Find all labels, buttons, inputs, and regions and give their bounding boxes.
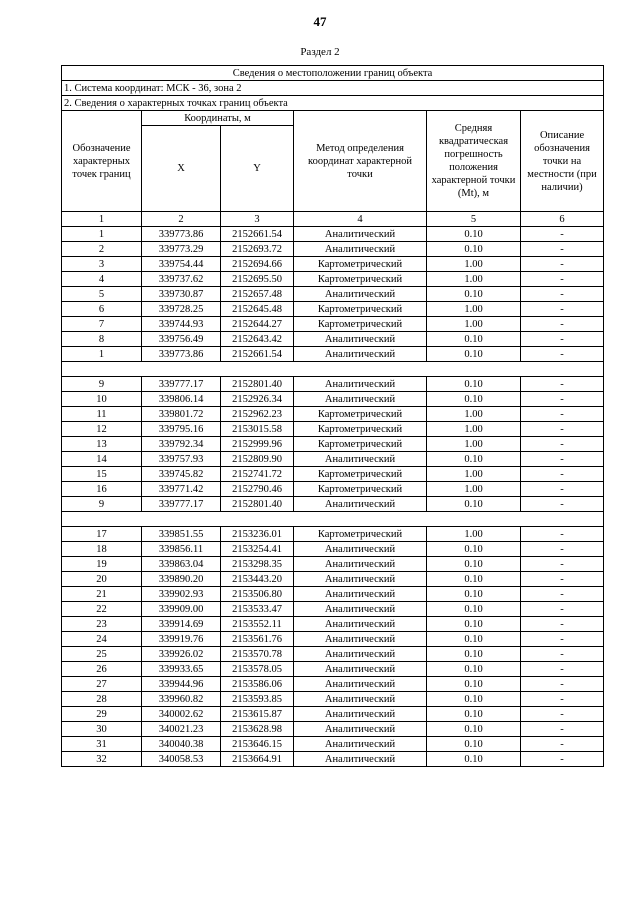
cell-x: 339773.86 — [142, 227, 221, 242]
cell-y: 2152695.50 — [221, 272, 294, 287]
cell-x: 339745.82 — [142, 467, 221, 482]
cell-point: 8 — [62, 332, 142, 347]
table-row — [62, 737, 604, 752]
cell-point: 1 — [62, 347, 142, 362]
cell-y: 2153533.47 — [221, 602, 294, 617]
table-row — [62, 437, 604, 452]
cell-accuracy: 0.10 — [427, 632, 521, 647]
table-row — [62, 317, 604, 332]
cell-description: - — [521, 287, 604, 302]
cell-accuracy: 0.10 — [427, 242, 521, 257]
cell-description: - — [521, 257, 604, 272]
cell-x: 339730.87 — [142, 287, 221, 302]
cell-method: Аналитический — [294, 752, 427, 767]
cell-x: 339777.17 — [142, 497, 221, 512]
cell-accuracy: 0.10 — [427, 587, 521, 602]
cell-x: 339737.62 — [142, 272, 221, 287]
cell-accuracy: 0.10 — [427, 227, 521, 242]
cell-accuracy: 0.10 — [427, 287, 521, 302]
cell-y: 2153593.85 — [221, 692, 294, 707]
cell-y: 2153254.41 — [221, 542, 294, 557]
cell-method: Аналитический — [294, 707, 427, 722]
cell-y: 2153570.78 — [221, 647, 294, 662]
cell-accuracy: 0.10 — [427, 722, 521, 737]
cell-point: 2 — [62, 242, 142, 257]
cell-point: 12 — [62, 422, 142, 437]
cell-y: 2152926.34 — [221, 392, 294, 407]
cell-point: 13 — [62, 437, 142, 452]
cell-x: 339744.93 — [142, 317, 221, 332]
cell-x: 339728.25 — [142, 302, 221, 317]
cell-point: 29 — [62, 707, 142, 722]
table-row — [62, 722, 604, 737]
cell-x: 340040.38 — [142, 737, 221, 752]
cell-method: Аналитический — [294, 347, 427, 362]
cell-accuracy: 1.00 — [427, 257, 521, 272]
cell-description: - — [521, 722, 604, 737]
table-row — [62, 332, 604, 347]
cell-y: 2152694.66 — [221, 257, 294, 272]
cell-point: 7 — [62, 317, 142, 332]
cell-description: - — [521, 407, 604, 422]
table-row — [62, 482, 604, 497]
cell-method: Аналитический — [294, 542, 427, 557]
cell-description: - — [521, 497, 604, 512]
cell-point: 9 — [62, 497, 142, 512]
cell-point: 9 — [62, 377, 142, 392]
section-title: Раздел 2 — [300, 46, 340, 58]
table-row — [62, 257, 604, 272]
table-row — [62, 542, 604, 557]
cell-accuracy: 1.00 — [427, 437, 521, 452]
cell-y: 2153506.80 — [221, 587, 294, 602]
cell-x: 339890.20 — [142, 572, 221, 587]
cell-accuracy: 0.10 — [427, 332, 521, 347]
cell-method: Картометрический — [294, 407, 427, 422]
column-number: 3 — [221, 212, 294, 227]
table-row — [62, 692, 604, 707]
cell-point: 18 — [62, 542, 142, 557]
cell-accuracy: 0.10 — [427, 557, 521, 572]
cell-description: - — [521, 557, 604, 572]
cell-x: 339806.14 — [142, 392, 221, 407]
cell-y: 2153664.91 — [221, 752, 294, 767]
cell-y: 2152801.40 — [221, 377, 294, 392]
cell-point: 21 — [62, 587, 142, 602]
header-y: Y — [221, 126, 294, 212]
cell-method: Аналитический — [294, 377, 427, 392]
column-number-row — [62, 212, 604, 227]
table-row — [62, 302, 604, 317]
cell-accuracy: 0.10 — [427, 647, 521, 662]
cell-accuracy: 0.10 — [427, 497, 521, 512]
table-row — [62, 407, 604, 422]
cell-point: 22 — [62, 602, 142, 617]
cell-y: 2153578.05 — [221, 662, 294, 677]
table-row — [62, 392, 604, 407]
cell-method: Аналитический — [294, 617, 427, 632]
table-row — [62, 227, 604, 242]
cell-description: - — [521, 572, 604, 587]
cell-method: Аналитический — [294, 737, 427, 752]
cell-x: 339801.72 — [142, 407, 221, 422]
cell-y: 2153443.20 — [221, 572, 294, 587]
cell-y: 2152657.48 — [221, 287, 294, 302]
cell-accuracy: 1.00 — [427, 272, 521, 287]
cell-point: 5 — [62, 287, 142, 302]
cell-x: 339756.49 — [142, 332, 221, 347]
cell-accuracy: 0.10 — [427, 602, 521, 617]
cell-method: Аналитический — [294, 227, 427, 242]
cell-method: Картометрический — [294, 467, 427, 482]
cell-accuracy: 0.10 — [427, 692, 521, 707]
cell-y: 2153646.15 — [221, 737, 294, 752]
cell-x: 340002.62 — [142, 707, 221, 722]
cell-description: - — [521, 677, 604, 692]
cell-description: - — [521, 737, 604, 752]
cell-accuracy: 0.10 — [427, 707, 521, 722]
table-row — [62, 242, 604, 257]
cell-description: - — [521, 662, 604, 677]
cell-point: 6 — [62, 302, 142, 317]
cell-description: - — [521, 227, 604, 242]
table-title: Сведения о местоположении границ объекта — [62, 66, 604, 81]
cell-description: - — [521, 452, 604, 467]
cell-description: - — [521, 647, 604, 662]
cell-y: 2153561.76 — [221, 632, 294, 647]
table-row — [62, 557, 604, 572]
cell-x: 339914.69 — [142, 617, 221, 632]
table-row — [62, 617, 604, 632]
cell-x: 339902.93 — [142, 587, 221, 602]
cell-point: 23 — [62, 617, 142, 632]
cell-description: - — [521, 347, 604, 362]
cell-point: 19 — [62, 557, 142, 572]
cell-method: Картометрический — [294, 437, 427, 452]
cell-point: 14 — [62, 452, 142, 467]
cell-method: Аналитический — [294, 572, 427, 587]
cell-accuracy: 0.10 — [427, 752, 521, 767]
table-row — [62, 287, 604, 302]
cell-method: Аналитический — [294, 647, 427, 662]
cell-accuracy: 0.10 — [427, 347, 521, 362]
cell-y: 2152645.48 — [221, 302, 294, 317]
cell-x: 339795.16 — [142, 422, 221, 437]
cell-point: 26 — [62, 662, 142, 677]
table-row — [62, 452, 604, 467]
cell-method: Аналитический — [294, 392, 427, 407]
column-number: 4 — [294, 212, 427, 227]
cell-point: 3 — [62, 257, 142, 272]
cell-accuracy: 0.10 — [427, 662, 521, 677]
cell-point: 31 — [62, 737, 142, 752]
cell-y: 2153628.98 — [221, 722, 294, 737]
cell-y: 2152790.46 — [221, 482, 294, 497]
cell-accuracy: 0.10 — [427, 677, 521, 692]
cell-point: 24 — [62, 632, 142, 647]
cell-description: - — [521, 587, 604, 602]
coordinate-system: 1. Система координат: МСК - 36, зона 2 — [62, 81, 604, 96]
cell-y: 2152644.27 — [221, 317, 294, 332]
cell-method: Картометрический — [294, 272, 427, 287]
group-separator-row — [62, 362, 604, 377]
cell-method: Аналитический — [294, 722, 427, 737]
column-number: 2 — [142, 212, 221, 227]
separator-cell — [62, 512, 604, 527]
separator-cell — [62, 362, 604, 377]
cell-y: 2152661.54 — [221, 227, 294, 242]
cell-y: 2152801.40 — [221, 497, 294, 512]
cell-accuracy: 1.00 — [427, 482, 521, 497]
cell-description: - — [521, 482, 604, 497]
cell-description: - — [521, 392, 604, 407]
cell-x: 339909.00 — [142, 602, 221, 617]
cell-description: - — [521, 602, 604, 617]
cell-x: 340021.23 — [142, 722, 221, 737]
group-separator-row — [62, 512, 604, 527]
cell-method: Аналитический — [294, 557, 427, 572]
cell-x: 339792.34 — [142, 437, 221, 452]
cell-accuracy: 1.00 — [427, 422, 521, 437]
cell-description: - — [521, 332, 604, 347]
cell-description: - — [521, 242, 604, 257]
cell-accuracy: 0.10 — [427, 377, 521, 392]
cell-y: 2153236.01 — [221, 527, 294, 542]
table-row — [62, 497, 604, 512]
cell-x: 339926.02 — [142, 647, 221, 662]
cell-point: 30 — [62, 722, 142, 737]
header-coordinates: Координаты, м — [142, 111, 294, 126]
cell-method: Аналитический — [294, 587, 427, 602]
table-row — [62, 347, 604, 362]
cell-x: 339863.04 — [142, 557, 221, 572]
cell-point: 25 — [62, 647, 142, 662]
cell-accuracy: 0.10 — [427, 452, 521, 467]
cell-y: 2152661.54 — [221, 347, 294, 362]
cell-point: 20 — [62, 572, 142, 587]
cell-accuracy: 0.10 — [427, 392, 521, 407]
cell-x: 339960.82 — [142, 692, 221, 707]
cell-y: 2152741.72 — [221, 467, 294, 482]
cell-y: 2153615.87 — [221, 707, 294, 722]
cell-point: 1 — [62, 227, 142, 242]
cell-x: 339754.44 — [142, 257, 221, 272]
cell-point: 17 — [62, 527, 142, 542]
boundary-points-table — [61, 65, 604, 767]
cell-method: Картометрический — [294, 422, 427, 437]
cell-description: - — [521, 632, 604, 647]
cell-method: Картометрический — [294, 482, 427, 497]
cell-method: Аналитический — [294, 287, 427, 302]
cell-point: 10 — [62, 392, 142, 407]
column-number: 5 — [427, 212, 521, 227]
header-description: Описание обозначения точки на местности (при наличии) — [521, 111, 604, 212]
cell-method: Картометрический — [294, 527, 427, 542]
table-row — [62, 272, 604, 287]
header-point-label: Обозначение характерных точек границ — [62, 111, 142, 212]
cell-method: Картометрический — [294, 302, 427, 317]
cell-description: - — [521, 377, 604, 392]
table-row — [62, 587, 604, 602]
column-number: 6 — [521, 212, 604, 227]
cell-x: 339851.55 — [142, 527, 221, 542]
cell-y: 2153586.06 — [221, 677, 294, 692]
cell-y: 2152962.23 — [221, 407, 294, 422]
page-number: 47 — [313, 14, 327, 29]
cell-point: 27 — [62, 677, 142, 692]
table-row — [62, 752, 604, 767]
cell-method: Аналитический — [294, 452, 427, 467]
header-method: Метод определения координат характерной точки — [294, 111, 427, 212]
cell-method: Аналитический — [294, 677, 427, 692]
cell-accuracy: 1.00 — [427, 317, 521, 332]
cell-method: Аналитический — [294, 242, 427, 257]
table-row — [62, 572, 604, 587]
cell-x: 339771.42 — [142, 482, 221, 497]
cell-accuracy: 0.10 — [427, 737, 521, 752]
cell-x: 339773.86 — [142, 347, 221, 362]
cell-description: - — [521, 527, 604, 542]
cell-method: Аналитический — [294, 632, 427, 647]
table-row — [62, 467, 604, 482]
cell-point: 15 — [62, 467, 142, 482]
cell-y: 2152693.72 — [221, 242, 294, 257]
cell-y: 2153015.58 — [221, 422, 294, 437]
cell-accuracy: 0.10 — [427, 617, 521, 632]
cell-accuracy: 1.00 — [427, 527, 521, 542]
cell-accuracy: 1.00 — [427, 407, 521, 422]
cell-description: - — [521, 692, 604, 707]
cell-point: 16 — [62, 482, 142, 497]
column-number: 1 — [62, 212, 142, 227]
table-row — [62, 422, 604, 437]
cell-description: - — [521, 542, 604, 557]
table-row — [62, 632, 604, 647]
cell-x: 339944.96 — [142, 677, 221, 692]
table-row — [62, 662, 604, 677]
cell-description: - — [521, 422, 604, 437]
cell-description: - — [521, 617, 604, 632]
cell-method: Аналитический — [294, 692, 427, 707]
cell-x: 339757.93 — [142, 452, 221, 467]
cell-accuracy: 1.00 — [427, 302, 521, 317]
cell-x: 339773.29 — [142, 242, 221, 257]
cell-y: 2152809.90 — [221, 452, 294, 467]
cell-method: Аналитический — [294, 332, 427, 347]
cell-point: 32 — [62, 752, 142, 767]
cell-method: Аналитический — [294, 497, 427, 512]
cell-description: - — [521, 467, 604, 482]
cell-method: Аналитический — [294, 662, 427, 677]
cell-point: 28 — [62, 692, 142, 707]
cell-y: 2152643.42 — [221, 332, 294, 347]
table-row — [62, 602, 604, 617]
table-row — [62, 707, 604, 722]
cell-point: 4 — [62, 272, 142, 287]
cell-description: - — [521, 302, 604, 317]
cell-point: 11 — [62, 407, 142, 422]
cell-description: - — [521, 317, 604, 332]
points-heading: 2. Сведения о характерных точках границ объекта — [62, 96, 604, 111]
cell-y: 2153298.35 — [221, 557, 294, 572]
cell-method: Картометрический — [294, 257, 427, 272]
cell-x: 339919.76 — [142, 632, 221, 647]
cell-description: - — [521, 437, 604, 452]
cell-accuracy: 1.00 — [427, 467, 521, 482]
cell-y: 2153552.11 — [221, 617, 294, 632]
table-row — [62, 647, 604, 662]
cell-x: 340058.53 — [142, 752, 221, 767]
cell-description: - — [521, 752, 604, 767]
cell-accuracy: 0.10 — [427, 542, 521, 557]
table-row — [62, 377, 604, 392]
cell-x: 339777.17 — [142, 377, 221, 392]
cell-description: - — [521, 707, 604, 722]
cell-description: - — [521, 272, 604, 287]
table-row — [62, 527, 604, 542]
cell-y: 2152999.96 — [221, 437, 294, 452]
cell-x: 339856.11 — [142, 542, 221, 557]
header-accuracy: Средняя квадратическая погрешность положения характерной точки (Mt), м — [427, 111, 521, 212]
cell-method: Картометрический — [294, 317, 427, 332]
header-x: X — [142, 126, 221, 212]
table-row — [62, 677, 604, 692]
cell-x: 339933.65 — [142, 662, 221, 677]
cell-accuracy: 0.10 — [427, 572, 521, 587]
cell-method: Аналитический — [294, 602, 427, 617]
